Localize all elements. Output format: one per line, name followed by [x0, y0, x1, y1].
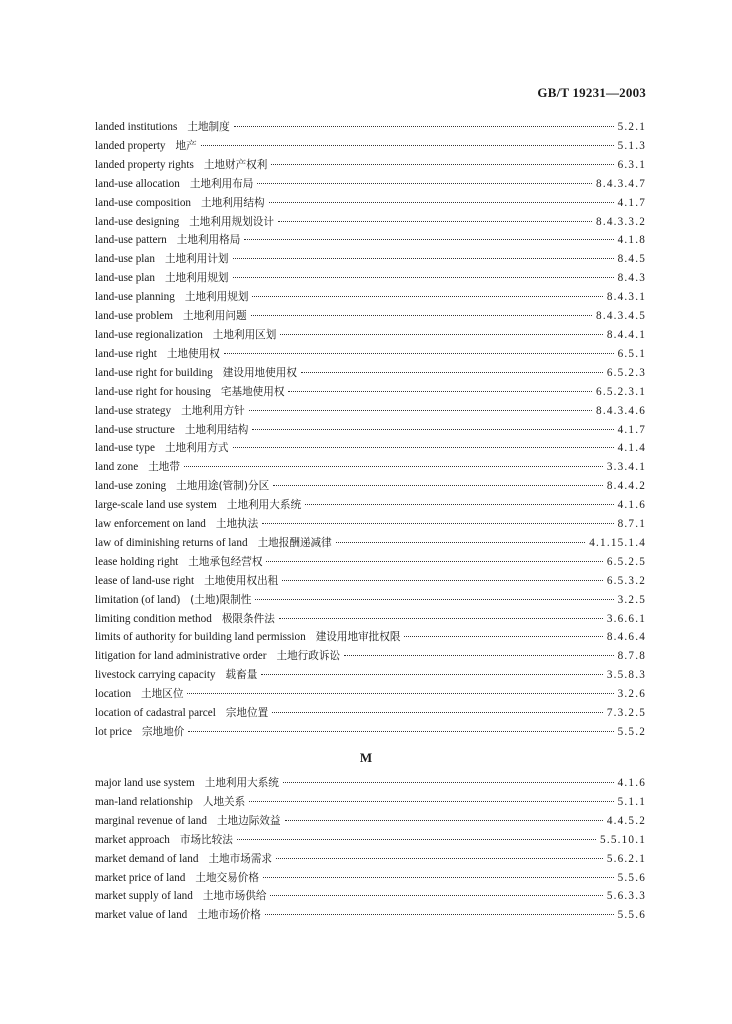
entry-english-term: livestock carrying capacity — [95, 669, 216, 682]
entry-english-term: land-use composition — [95, 196, 192, 209]
index-entry — [95, 250, 646, 269]
entry-clause-number: 3.5.8.3 — [606, 669, 646, 682]
entry-english-term: man-land relationship — [95, 795, 193, 808]
entry-english-term: market approach — [95, 833, 170, 846]
dot-leader — [276, 858, 603, 859]
entry-chinese-term: 土地承包经营权 — [188, 555, 263, 568]
entry-clause-number: 8.4.3.3.2 — [596, 215, 646, 228]
dot-leader — [249, 410, 592, 411]
entry-chinese-term: 土地市场价格 — [197, 909, 261, 922]
dot-leader — [188, 731, 613, 732]
entry-english-term: land-use plan — [95, 272, 155, 285]
dot-leader — [265, 914, 614, 915]
entry-chinese-term: 土地报酬递减律 — [257, 536, 332, 549]
index-entry — [95, 175, 646, 194]
entry-chinese-term: 地产 — [175, 139, 197, 152]
entry-clause-number: 4.1.6 — [617, 777, 646, 789]
entry-clause-number: 5.5.10.1 — [600, 833, 646, 846]
entry-clause-number: 4.1.15.1.4 — [589, 536, 646, 549]
entry-chinese-term: 土地利用格局 — [176, 234, 241, 247]
index-entry — [95, 156, 646, 175]
index-entry — [95, 383, 646, 402]
dot-leader — [261, 674, 603, 675]
dot-leader — [336, 542, 586, 543]
index-entry — [95, 774, 646, 793]
dot-leader — [237, 839, 596, 840]
entry-chinese-term: 土地利用问题 — [182, 310, 247, 323]
index-entry — [95, 269, 646, 288]
dot-leader — [252, 296, 602, 297]
index-entry — [95, 887, 646, 906]
entry-chinese-term: 土地利用布局 — [189, 177, 254, 190]
section-letter-m: M — [359, 750, 373, 765]
index-entry — [95, 793, 646, 812]
entry-english-term: major land use system — [95, 777, 195, 789]
index-entry — [95, 421, 646, 440]
entry-chinese-term: 土地行政诉讼 — [276, 650, 341, 663]
entry-english-term: market value of land — [95, 909, 188, 922]
dot-leader — [280, 334, 602, 335]
entry-clause-number: 8.4.4.2 — [606, 480, 646, 493]
index-entry — [95, 812, 646, 831]
dot-leader — [187, 693, 613, 694]
entry-chinese-term: 载畜量 — [225, 669, 258, 682]
entry-english-term: landed property rights — [95, 158, 194, 171]
entry-english-term: land-use regionalization — [95, 328, 203, 341]
dot-leader — [282, 580, 603, 581]
entry-english-term: law of diminishing returns of land — [95, 536, 248, 549]
entry-english-term: location — [95, 688, 132, 701]
index-entry — [95, 326, 646, 345]
index-entry — [95, 118, 646, 137]
dot-leader — [262, 523, 613, 524]
entry-english-term: land zone — [95, 461, 139, 474]
entry-clause-number: 5.5.2 — [617, 726, 646, 738]
entry-chinese-term: 土地交易价格 — [195, 871, 259, 884]
index-entry — [95, 704, 646, 723]
index-entry — [95, 553, 646, 572]
dot-leader — [255, 599, 613, 600]
index-entry — [95, 364, 646, 383]
index-entry — [95, 831, 646, 850]
dot-leader — [285, 820, 603, 821]
dot-leader — [184, 466, 603, 467]
entry-chinese-term: 土地利用结构 — [184, 423, 249, 436]
dot-leader — [283, 782, 614, 783]
entry-clause-number: 5.2.1 — [617, 121, 646, 133]
index-entry — [95, 534, 646, 553]
entry-english-term: lot price — [95, 726, 132, 738]
entry-clause-number: 5.1.3 — [617, 139, 646, 152]
entry-chinese-term: 土地利用方针 — [181, 404, 245, 417]
entry-chinese-term: (土地)限制性 — [190, 593, 252, 606]
entry-clause-number: 5.6.2.1 — [606, 852, 646, 865]
entry-english-term: limiting condition method — [95, 612, 212, 625]
entry-chinese-term: 土地边际效益 — [216, 814, 281, 827]
entry-chinese-term: 建设用地审批权限 — [315, 631, 401, 644]
entry-chinese-term: 土地制度 — [187, 121, 230, 133]
entry-clause-number: 3.6.6.1 — [606, 612, 646, 625]
entry-clause-number: 8.7.1 — [617, 518, 646, 531]
dot-leader — [249, 801, 613, 802]
entry-english-term: location of cadastral parcel — [95, 707, 216, 720]
dot-leader — [201, 145, 614, 146]
entry-clause-number: 6.5.2.3.1 — [596, 385, 646, 398]
entry-chinese-term: 土地使用权出租 — [204, 574, 279, 587]
dot-leader — [252, 429, 613, 430]
dot-leader — [305, 504, 614, 505]
entry-clause-number: 5.5.6 — [617, 871, 646, 884]
entry-chinese-term: 宗地位置 — [225, 707, 269, 720]
entry-english-term: land-use planning — [95, 291, 175, 304]
entry-clause-number: 8.4.4.1 — [606, 328, 646, 341]
entry-clause-number: 8.4.6.4 — [606, 631, 646, 644]
entry-english-term: land-use strategy — [95, 404, 172, 417]
entry-clause-number: 8.4.3 — [617, 272, 646, 285]
entry-english-term: land-use right for housing — [95, 385, 211, 398]
dot-leader — [344, 655, 614, 656]
entry-chinese-term: 土地区位 — [141, 688, 184, 701]
dot-leader — [266, 561, 602, 562]
entry-clause-number: 5.1.1 — [617, 795, 646, 808]
dot-leader — [278, 221, 592, 222]
dot-leader — [233, 277, 614, 278]
index-entry — [95, 906, 646, 925]
entry-english-term: land-use zoning — [95, 480, 167, 493]
index-entry — [95, 610, 646, 629]
index-entry — [95, 591, 646, 610]
entry-chinese-term: 土地利用区划 — [212, 328, 277, 341]
entry-chinese-term: 土地市场供给 — [202, 890, 267, 903]
entry-chinese-term: 宅基地使用权 — [220, 385, 285, 398]
index-entry — [95, 402, 646, 421]
entry-chinese-term: 宗地地价 — [141, 726, 185, 738]
index-entry — [95, 850, 646, 869]
entry-chinese-term: 土地带 — [148, 461, 180, 474]
entry-clause-number: 6.5.1 — [617, 347, 646, 360]
dot-leader — [233, 258, 614, 259]
entry-clause-number: 4.1.7 — [617, 196, 646, 209]
entry-english-term: land-use right — [95, 347, 157, 360]
standard-code-header: GB/T 19231—2003 — [537, 85, 646, 100]
entry-clause-number: 8.4.3.4.7 — [596, 177, 646, 190]
entry-chinese-term: 极限条件法 — [221, 612, 275, 625]
index-entry — [95, 477, 646, 496]
entry-english-term: land-use plan — [95, 253, 155, 266]
entry-english-term: market price of land — [95, 871, 186, 884]
entry-english-term: limits of authority for building land permission — [95, 631, 306, 644]
entry-english-term: large-scale land use system — [95, 499, 217, 512]
entry-clause-number: 3.2.5 — [617, 593, 646, 606]
dot-leader — [273, 485, 603, 486]
entry-english-term: marginal revenue of land — [95, 814, 207, 827]
entry-clause-number: 7.3.2.5 — [606, 707, 646, 720]
entry-clause-number: 6.5.2.3 — [606, 366, 646, 379]
dot-leader — [234, 126, 614, 127]
entry-chinese-term: 土地利用规划 — [164, 272, 229, 285]
index-entry — [95, 666, 646, 685]
entry-english-term: market supply of land — [95, 890, 193, 903]
entry-clause-number: 4.4.5.2 — [606, 814, 646, 827]
entry-clause-number: 8.4.3.1 — [606, 291, 646, 304]
dot-leader — [270, 895, 602, 896]
dot-leader — [269, 202, 614, 203]
entry-chinese-term: 土地利用计划 — [164, 253, 229, 266]
index-section-l — [95, 118, 646, 742]
entry-clause-number: 8.4.3.4.5 — [596, 310, 646, 323]
entry-clause-number: 4.1.8 — [617, 234, 646, 247]
entry-clause-number: 6.3.1 — [617, 158, 646, 171]
entry-chinese-term: 土地财产权利 — [203, 158, 268, 171]
entry-clause-number: 6.5.3.2 — [606, 574, 646, 587]
entry-chinese-term: 土地利用方式 — [164, 442, 229, 455]
dot-leader — [233, 447, 614, 448]
entry-english-term: limitation (of land) — [95, 593, 181, 606]
dot-leader — [272, 712, 603, 713]
entry-chinese-term: 市场比较法 — [179, 833, 233, 846]
entry-chinese-term: 土地利用规划设计 — [189, 215, 274, 228]
entry-chinese-term: 土地利用规划 — [184, 291, 249, 304]
entry-chinese-term: 土地市场需求 — [208, 852, 273, 865]
entry-english-term: land-use right for building — [95, 366, 213, 379]
index-entry — [95, 231, 646, 250]
entry-english-term: litigation for land administrative order — [95, 650, 267, 663]
dot-leader — [404, 636, 602, 637]
dot-leader — [244, 239, 613, 240]
dot-leader — [271, 164, 613, 165]
entry-chinese-term: 土地用途(管制)分区 — [176, 480, 270, 493]
entry-english-term: land-use pattern — [95, 234, 167, 247]
entry-english-term: land-use allocation — [95, 177, 180, 190]
index-entry — [95, 647, 646, 666]
index-entry — [95, 137, 646, 156]
dot-leader — [279, 618, 603, 619]
dot-leader — [257, 183, 592, 184]
index-entry — [95, 628, 646, 647]
index-entry — [95, 288, 646, 307]
entry-clause-number: 3.3.4.1 — [606, 461, 646, 474]
index-entry — [95, 307, 646, 326]
entry-clause-number: 4.1.4 — [617, 442, 646, 455]
entry-english-term: lease of land-use right — [95, 574, 195, 587]
dot-leader — [288, 391, 592, 392]
entry-chinese-term: 土地利用结构 — [201, 196, 265, 209]
entry-chinese-term: 土地执法 — [215, 518, 259, 531]
index-entry — [95, 458, 646, 477]
entry-english-term: law enforcement on land — [95, 518, 206, 531]
index-entry — [95, 213, 646, 232]
entry-chinese-term: 土地利用大系统 — [226, 499, 302, 512]
entry-clause-number: 5.6.3.3 — [606, 890, 646, 903]
index-entry — [95, 345, 646, 364]
entry-clause-number: 6.5.2.5 — [606, 555, 646, 568]
entry-chinese-term: 土地利用大系统 — [204, 777, 279, 789]
entry-english-term: land-use structure — [95, 423, 175, 436]
entry-chinese-term: 土地使用权 — [166, 347, 220, 360]
entry-clause-number: 5.5.6 — [617, 909, 646, 922]
entry-english-term: land-use designing — [95, 215, 180, 228]
entry-clause-number: 4.1.7 — [617, 423, 646, 436]
index-entry — [95, 194, 646, 213]
entry-english-term: lease holding right — [95, 555, 179, 568]
entry-english-term: landed institutions — [95, 121, 178, 133]
entry-chinese-term: 建设用地使用权 — [222, 366, 297, 379]
entry-english-term: land-use problem — [95, 310, 173, 323]
entry-english-term: market demand of land — [95, 852, 199, 865]
entry-clause-number: 8.4.5 — [617, 253, 646, 266]
entry-english-term: landed property — [95, 139, 166, 152]
entry-chinese-term: 人地关系 — [202, 795, 246, 808]
index-entry — [95, 869, 646, 888]
dot-leader — [224, 353, 614, 354]
entry-clause-number: 3.2.6 — [617, 688, 646, 701]
index-entry — [95, 515, 646, 534]
index-entry — [95, 439, 646, 458]
index-entry — [95, 496, 646, 515]
entry-english-term: land-use type — [95, 442, 155, 455]
entry-clause-number: 8.4.3.4.6 — [596, 404, 646, 417]
dot-leader — [251, 315, 592, 316]
dot-leader — [301, 372, 603, 373]
dot-leader — [263, 877, 614, 878]
index-entry — [95, 685, 646, 704]
index-entry — [95, 723, 646, 742]
entry-clause-number: 4.1.6 — [617, 499, 646, 512]
index-entry — [95, 572, 646, 591]
index-section-m — [95, 774, 646, 925]
entry-clause-number: 8.7.8 — [617, 650, 646, 663]
